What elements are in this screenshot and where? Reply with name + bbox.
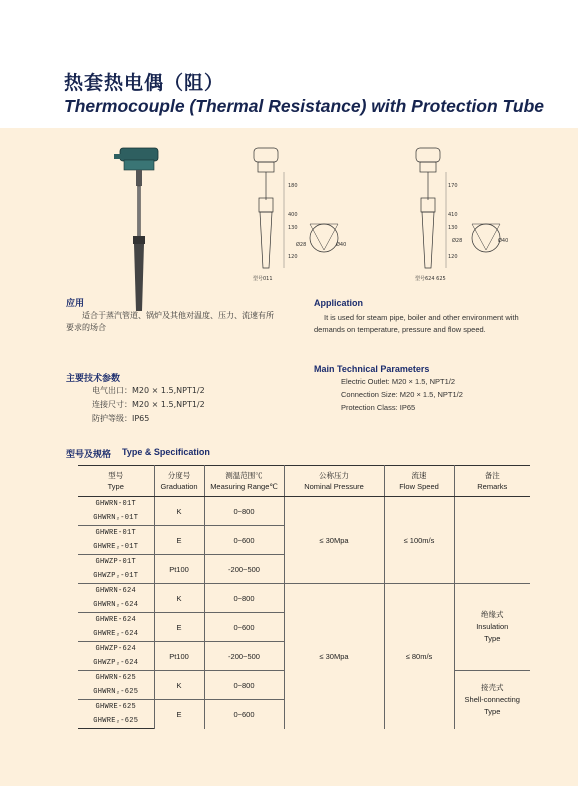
header-remarks: 备注 Remarks xyxy=(454,466,530,497)
type-cell: GHWRN-624 xyxy=(78,584,154,599)
table-header-row xyxy=(78,466,530,497)
drawing-model-624-625 xyxy=(400,140,520,280)
spec-title-cn: 型号及规格 xyxy=(66,450,112,460)
application-text-cn-2: 要求的场合 xyxy=(66,323,106,332)
dim-label: 180 xyxy=(288,183,298,189)
remarks-cell-empty xyxy=(454,497,530,584)
type-cell: GHWRE-625 xyxy=(78,700,154,715)
page-title-en: Thermocouple (Thermal Resistance) with Protection Tube xyxy=(64,96,545,116)
graduation-cell: E xyxy=(154,613,204,642)
header-range: 测温范围℃ Measuring Range℃ xyxy=(204,466,284,497)
range-cell: -200~500 xyxy=(204,642,284,671)
range-cell: 0~800 xyxy=(204,497,284,526)
type-cell: GHWRE₂-624 xyxy=(78,627,154,642)
type-cell: GHWRE₂-625 xyxy=(78,714,154,729)
range-cell: 0~600 xyxy=(204,526,284,555)
type-cell: GHWZP₂-624 xyxy=(78,656,154,671)
remarks-cell-insulation: 绝缘式 Insulation Type xyxy=(454,584,530,671)
header-type: 型号 Type xyxy=(78,466,154,497)
drawing-model-011 xyxy=(238,140,358,280)
type-cell: GHWRN₂-01T xyxy=(78,511,154,526)
spec-title-en: Type & Specification xyxy=(122,447,210,457)
application-text-en-1: It is used for steam pipe, boiler and other environment with xyxy=(324,313,519,322)
model-624-625-label: 型号624 625 xyxy=(415,276,446,282)
type-cell: GHWZP-624 xyxy=(78,642,154,657)
param-en-connection: Connection Size: M20 × 1.5, NPT1/2 xyxy=(341,390,463,399)
type-cell: GHWRN₂-625 xyxy=(78,685,154,700)
params-title-cn: 主要技术参数 xyxy=(66,374,121,384)
flow-cell: ≤ 80m/s xyxy=(384,584,454,729)
model-011-label: 型号011 xyxy=(253,276,273,282)
type-cell: GHWRE₂-01T xyxy=(78,540,154,555)
graduation-cell: K xyxy=(154,584,204,613)
type-cell: GHWRN₂-624 xyxy=(78,598,154,613)
pressure-cell: ≤ 30Mpa xyxy=(284,497,384,584)
graduation-cell: E xyxy=(154,526,204,555)
header-pressure: 公称压力 Nominal Pressure xyxy=(284,466,384,497)
type-cell: GHWRE-01T xyxy=(78,526,154,541)
header-flow: 流速 Flow Speed xyxy=(384,466,454,497)
dim-label: 130 xyxy=(448,225,458,231)
param-en-outlet: Electric Outlet: M20 × 1.5, NPT1/2 xyxy=(341,377,456,386)
range-cell: 0~800 xyxy=(204,584,284,613)
type-cell: GHWRE-624 xyxy=(78,613,154,628)
type-cell: GHWRN-01T xyxy=(78,497,154,512)
range-cell: -200~500 xyxy=(204,555,284,584)
param-cn-protection: 防护等级：IP65 xyxy=(92,414,150,423)
type-cell: GHWRN-625 xyxy=(78,671,154,686)
dim-label: 120 xyxy=(448,254,458,260)
param-en-protection: Protection Class: IP65 xyxy=(341,403,416,412)
param-cn-outlet: 电气出口：M20 × 1.5,NPT1/2 xyxy=(92,386,205,395)
graduation-cell: Pt100 xyxy=(154,555,204,584)
graduation-cell: K xyxy=(154,497,204,526)
header-area xyxy=(0,0,578,128)
header-graduation: 分度号 Graduation xyxy=(154,466,204,497)
param-cn-connection: 连接尺寸：M20 × 1.5,NPT1/2 xyxy=(92,400,205,409)
graduation-cell: Pt100 xyxy=(154,642,204,671)
remarks-cell-shell: 接壳式 Shell-connecting Type xyxy=(454,671,530,729)
dim-label: 130 xyxy=(288,225,298,231)
dim-label: 410 xyxy=(448,212,458,218)
table-row xyxy=(78,497,530,512)
application-text-en-2: demands on temperature, pressure and flow speed. xyxy=(314,325,486,334)
dim-label: 400 xyxy=(288,212,298,218)
pressure-cell: ≤ 30Mpa xyxy=(284,584,384,729)
type-cell: GHWZP₂-01T xyxy=(78,569,154,584)
application-title-en: Application xyxy=(314,298,363,308)
range-cell: 0~800 xyxy=(204,671,284,700)
range-cell: 0~600 xyxy=(204,700,284,729)
dim-label: 170 xyxy=(448,183,458,189)
dim-label: Ø40 xyxy=(498,238,509,244)
flow-cell: ≤ 100m/s xyxy=(384,497,454,584)
thermocouple-photo xyxy=(108,146,178,316)
dim-label: Ø28 xyxy=(296,242,307,248)
spec-table xyxy=(78,465,530,729)
type-cell: GHWZP-01T xyxy=(78,555,154,570)
application-title-cn: 应用 xyxy=(66,299,85,309)
table-row xyxy=(78,584,530,599)
graduation-cell: E xyxy=(154,700,204,729)
dim-label: Ø28 xyxy=(452,238,463,244)
application-text-cn-1: 适合于蒸汽管道、锅炉及其他对温度、压力、流速有所 xyxy=(82,311,274,320)
range-cell: 0~600 xyxy=(204,613,284,642)
params-title-en: Main Technical Parameters xyxy=(314,364,430,374)
dim-label: 120 xyxy=(288,254,298,260)
page-title-cn: 热套热电偶（阻） xyxy=(64,72,225,94)
graduation-cell: K xyxy=(154,671,204,700)
dim-label: Ø40 xyxy=(336,242,347,248)
